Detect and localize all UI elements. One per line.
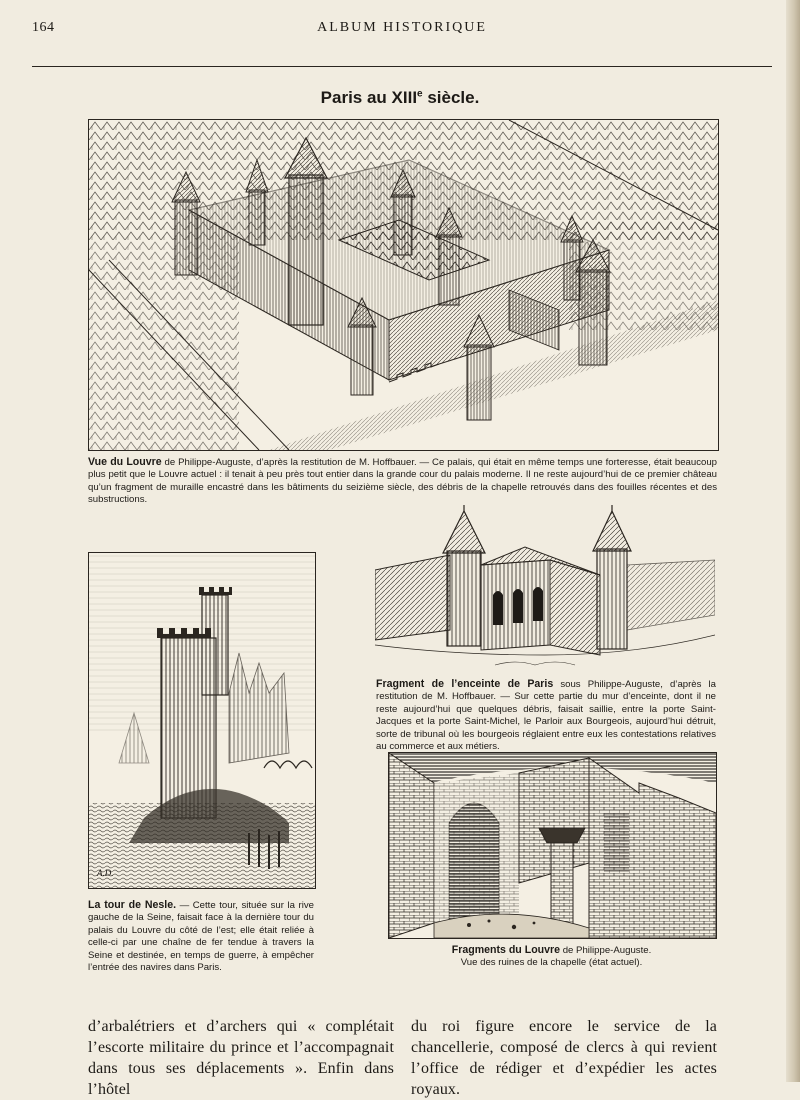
enceinte-engraving — [375, 505, 715, 675]
louvre-caption-lead: Vue du Louvre — [88, 456, 162, 468]
louvre-caption — [88, 456, 717, 507]
louvre-engraving-drawing — [89, 120, 718, 450]
page-header — [32, 20, 772, 42]
chapel-ruins-drawing — [389, 753, 716, 938]
plate-title-tail: siècle. — [422, 88, 480, 107]
louvre-caption-text: de Philippe-Auguste, d’après la restitution de M. Hoffbauer. — Ce palais, qui était en même temps une forteresse, était beaucoup plus petit que le Louvre actuel : il tenait à peu près tout entier dans la grande cour du palais moderne. Il ne reste aujourd’hui de ce premier château qu’un fragment de muraille encastré dans les bâtiments du seizième siècle, des débris de la chapelle retrouvés dans des fouilles récentes et des substructions. — [88, 457, 717, 506]
nesle-caption — [88, 899, 314, 974]
nesle-caption-text: — Cette tour, située sur la rive gauche de la Seine, faisait face à la dernière tour du palais du Louvre du côté de l’est; elle était reliée à celle-ci par une chaîne de fer tendue à travers la Seine et destinée, en temps de guerre, à empêcher l’entrée des navires dans Paris. — [88, 900, 314, 974]
plate-title-sup: e — [417, 88, 423, 100]
tour-de-nesle-drawing — [89, 553, 315, 888]
nesle-caption-lead: La tour de Nesle. — [88, 899, 177, 911]
page-number: 164 — [32, 20, 55, 35]
enceinte-caption — [376, 678, 716, 753]
ruins-caption-line1 — [388, 944, 715, 957]
running-title: ALBUM HISTORIQUE — [317, 20, 487, 35]
ruins-caption — [388, 944, 715, 970]
plate-title-main: Paris au XIII — [320, 88, 418, 107]
enceinte-drawing — [375, 505, 715, 675]
ruins-caption-lead: Fragments du Louvre — [451, 944, 561, 956]
enceinte-caption-text: sous Philippe-Auguste, d’après la restitution de M. Hoffbauer. — Sur cette partie du mur d’enceinte, dont il ne reste aujourd’hui que quelques débris, faisait saillie, entre la porte Saint-Jacques et la porte Saint-Michel, le Parloir aux Bourgeois, aujourd’hui détruit, sorte de tribunal où les bourgeois réglaient entre eux les contestations relatives au commerce et aux métiers. — [376, 679, 716, 753]
tour-de-nesle-engraving — [88, 552, 316, 889]
plate-title — [0, 88, 800, 108]
louvre-engraving — [88, 119, 719, 451]
header-rule — [32, 66, 772, 67]
body-left-column: d’arbalétriers et d’archers qui « complétait l’escorte militaire du prince et l’accompagnait dans tous ses déplacements ». Enfin dans l’hôtel — [88, 1018, 394, 1098]
chapel-ruins-engraving — [388, 752, 717, 939]
engraver-signature: A.D. — [97, 868, 114, 878]
ruins-caption-text: de Philippe-Auguste. — [560, 945, 652, 956]
enceinte-caption-lead: Fragment de l’enceinte de Paris — [376, 678, 554, 690]
ruins-caption-line2: Vue des ruines de la chapelle (état actuel). — [460, 957, 643, 969]
body-right-column: du roi figure encore le service de la chancellerie, composé de clercs à qui revient l’office de rédiger et d’expédier les actes royaux. — [411, 1018, 717, 1098]
page-edge-shadow — [786, 0, 800, 1082]
